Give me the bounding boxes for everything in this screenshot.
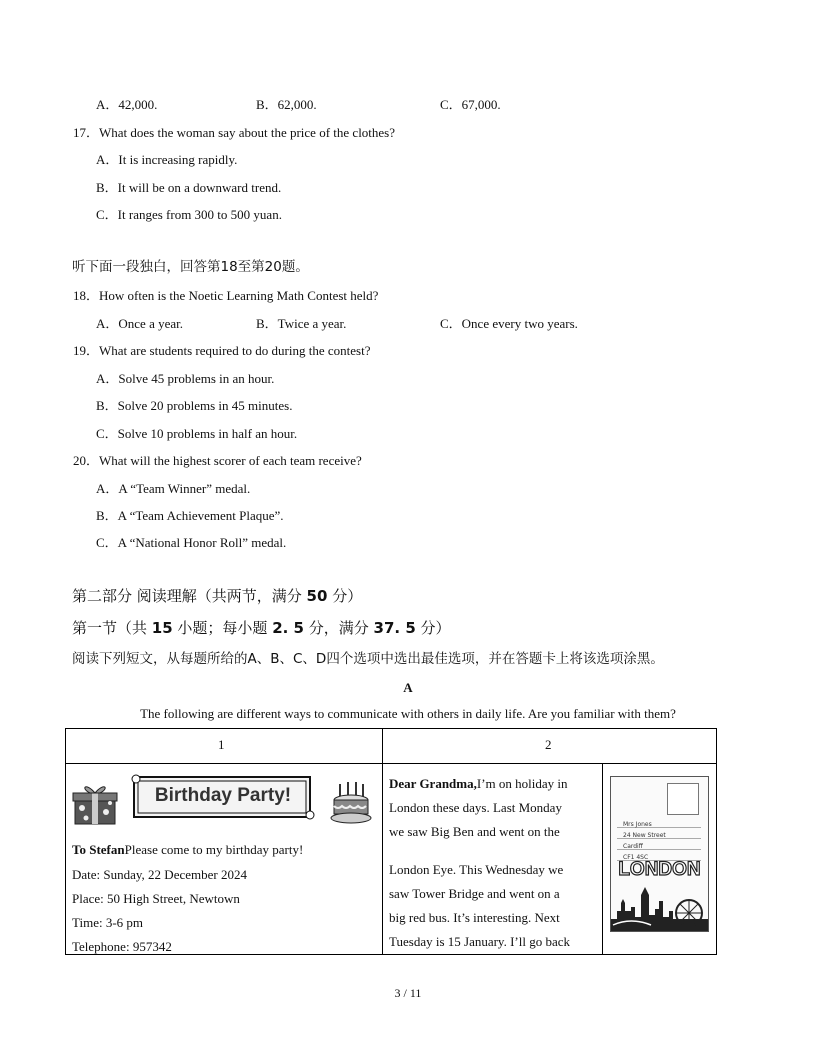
table-header-border (65, 763, 717, 764)
q19-option-b: B．Solve 20 problems in 45 minutes. (96, 398, 293, 413)
cake-icon (330, 778, 372, 826)
q20-stem: 20．What will the highest scorer of each team receive? (73, 453, 362, 468)
table-col1-header: 1 (218, 737, 225, 752)
q19-stem: 19．What are students required to do during the contest? (73, 343, 371, 358)
reading-instruction: 阅读下列短文，从每题所给的A、B、C、D四个选项中选出最佳选项，并在答题卡上将该选项涂黑。 (72, 651, 664, 667)
q19-option-c: C．Solve 10 problems in half an hour. (96, 426, 298, 441)
birthday-banner (131, 772, 315, 822)
table-right-border (716, 728, 717, 955)
postcard-stamp (667, 783, 699, 815)
table-col2-header: 2 (545, 737, 552, 752)
letter-line-2: London these days. Last Monday (389, 800, 562, 815)
passage-intro: The following are different ways to communicate with others in daily life. Are you familiar with them? (140, 706, 676, 721)
q17-stem: 17．What does the woman say about the price of the clothes? (73, 125, 396, 140)
invite-time: Time: 3-6 pm (72, 915, 144, 930)
table-top-border (65, 728, 717, 729)
q17-option-c: C．It ranges from 300 to 500 yuan. (96, 207, 282, 222)
q20-option-b: B．A “Team Achievement Plaque”. (96, 508, 284, 523)
table-left-border (65, 728, 66, 955)
q18-stem: 18．How often is the Noetic Learning Math Contest held? (73, 288, 379, 303)
table-middle-border (382, 728, 383, 955)
q18-option-b: B．Twice a year. (256, 316, 347, 331)
q16-option-b: B．62,000. (256, 97, 317, 112)
letter-line-1: Dear Grandma,I’m on holiday in (389, 776, 568, 791)
q18-option-a: A．Once a year. (96, 316, 183, 331)
postcard-cell-border (602, 763, 603, 955)
q16-option-c: C．67,000. (440, 97, 501, 112)
invite-line1: To StefanPlease come to my birthday party! (72, 842, 304, 857)
invite-telephone: Telephone: 957342 (72, 939, 172, 954)
q17-option-a: A．It is increasing rapidly. (96, 152, 238, 167)
postcard-city: LONDON (618, 859, 701, 880)
invite-date: Date: Sunday, 22 December 2024 (72, 867, 247, 882)
section1-heading: 第一节（共 15 小题；每小题 2. 5 分，满分 37. 5 分） (72, 619, 451, 637)
letter-line-3: we saw Big Ben and went on the (389, 824, 560, 839)
letter-line-7: Tuesday is 15 January. I’ll go back (389, 934, 571, 949)
london-skyline-icon (611, 881, 708, 931)
postcard (610, 776, 709, 932)
letter-line-4: London Eye. This Wednesday we (389, 862, 564, 877)
part2-heading: 第二部分 阅读理解（共两节，满分 50 分） (72, 587, 363, 605)
q17-option-b: B．It will be on a downward trend. (96, 180, 282, 195)
q20-option-c: C．A “National Honor Roll” medal. (96, 535, 287, 550)
passage-letter: A (403, 680, 413, 695)
letter-line-5: saw Tower Bridge and went on a (389, 886, 560, 901)
page-number: 3 / 11 (394, 986, 422, 1000)
letter-line-6: big red bus. It’s interesting. Next (389, 910, 560, 925)
postcard-address: Mrs Jones 24 New Street Cardiff CF1 4SC (623, 821, 666, 861)
invite-place: Place: 50 High Street, Newtown (72, 891, 240, 906)
q18-option-c: C．Once every two years. (440, 316, 578, 331)
q20-option-a: A．A “Team Winner” medal. (96, 481, 251, 496)
q19-option-a: A．Solve 45 problems in an hour. (96, 371, 275, 386)
gift-icon (72, 782, 118, 826)
banner-text: Birthday Party! (154, 785, 292, 806)
q16-option-a: A．42,000. (96, 97, 158, 112)
monologue-instruction: 听下面一段独白，回答第18至第20题。 (72, 259, 309, 275)
